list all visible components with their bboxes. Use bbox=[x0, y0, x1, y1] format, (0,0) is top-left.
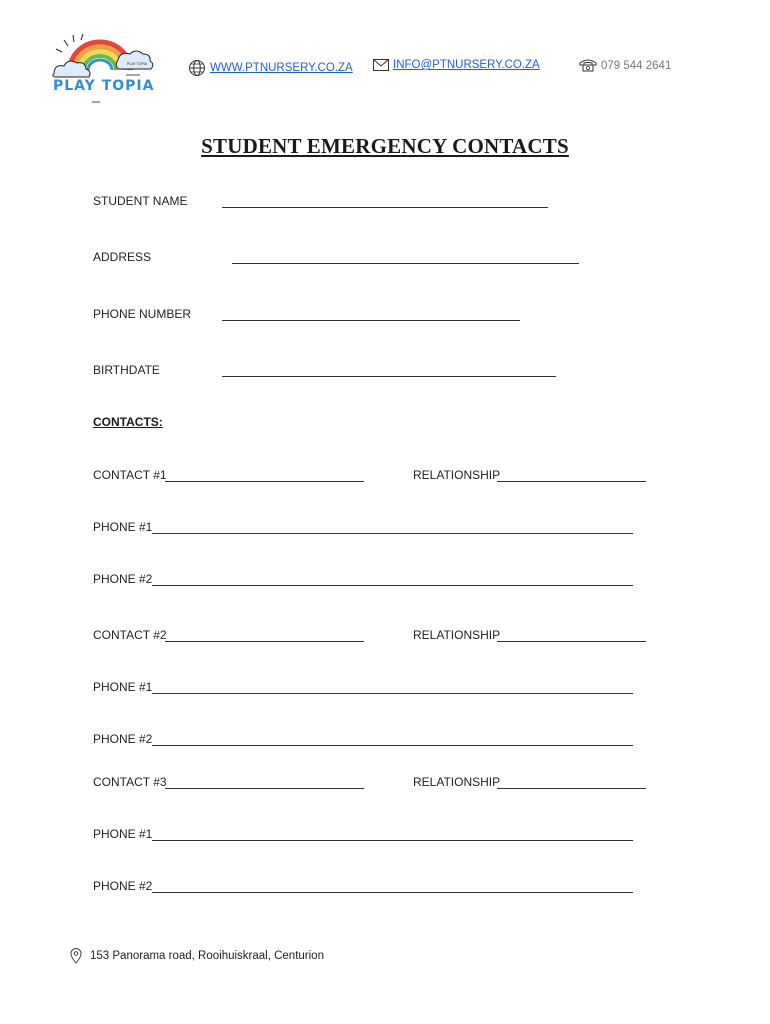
phone1-label: PHONE #1 bbox=[93, 520, 153, 534]
phone1-label: PHONE #1 bbox=[93, 680, 153, 694]
student-name-label: STUDENT NAME bbox=[93, 194, 188, 208]
phone-number-label: PHONE NUMBER bbox=[93, 307, 192, 321]
svg-text:PLAY TOPIA: PLAY TOPIA bbox=[127, 62, 147, 66]
phone1-line[interactable] bbox=[152, 533, 633, 534]
student-name-line[interactable] bbox=[222, 207, 548, 208]
website-link[interactable]: WWW.PTNURSERY.CO.ZA bbox=[210, 62, 353, 74]
birthdate-label: BIRTHDATE bbox=[93, 363, 160, 377]
envelope-icon bbox=[373, 59, 389, 71]
phone1-line[interactable] bbox=[152, 693, 633, 694]
phone-item bbox=[579, 59, 671, 72]
contact-line[interactable] bbox=[165, 641, 364, 642]
birthdate-line[interactable] bbox=[222, 376, 556, 377]
phone2-line[interactable] bbox=[152, 892, 633, 893]
phone2-label: PHONE #2 bbox=[93, 732, 153, 746]
contact-line[interactable] bbox=[165, 788, 364, 789]
globe-icon bbox=[188, 59, 206, 77]
relationship-line[interactable] bbox=[497, 481, 646, 482]
phone1-line[interactable] bbox=[152, 840, 633, 841]
address-line[interactable] bbox=[232, 263, 579, 264]
contacts-heading: CONTACTS: bbox=[93, 415, 163, 429]
phone2-label: PHONE #2 bbox=[93, 879, 153, 893]
telephone-icon bbox=[579, 59, 597, 72]
address-label: ADDRESS bbox=[93, 250, 152, 264]
phone-number-line[interactable] bbox=[222, 320, 520, 321]
footer-address bbox=[70, 948, 324, 964]
logo-text: PLAY TOPIA bbox=[53, 78, 155, 94]
phone2-label: PHONE #2 bbox=[93, 572, 153, 586]
contact-label: CONTACT #1 bbox=[93, 468, 167, 482]
email-item[interactable] bbox=[373, 59, 540, 71]
location-pin-icon bbox=[70, 948, 82, 964]
relationship-label: RELATIONSHIP bbox=[413, 775, 501, 789]
email-link[interactable]: INFO@PTNURSERY.CO.ZA bbox=[393, 59, 540, 71]
phone-number: 079 544 2641 bbox=[601, 59, 672, 72]
contact-label: CONTACT #3 bbox=[93, 775, 167, 789]
contact-label: CONTACT #2 bbox=[93, 628, 167, 642]
contact-line[interactable] bbox=[165, 481, 364, 482]
relationship-label: RELATIONSHIP bbox=[413, 628, 501, 642]
relationship-label: RELATIONSHIP bbox=[413, 468, 501, 482]
relationship-line[interactable] bbox=[497, 788, 646, 789]
page-title: STUDENT EMERGENCY CONTACTS bbox=[201, 134, 569, 158]
phone1-label: PHONE #1 bbox=[93, 827, 153, 841]
website-item[interactable] bbox=[188, 59, 353, 77]
phone2-line[interactable] bbox=[152, 745, 633, 746]
relationship-line[interactable] bbox=[497, 641, 646, 642]
phone2-line[interactable] bbox=[152, 585, 633, 586]
footer-address-text: 153 Panorama road, Rooihuiskraal, Centurion bbox=[90, 950, 324, 962]
